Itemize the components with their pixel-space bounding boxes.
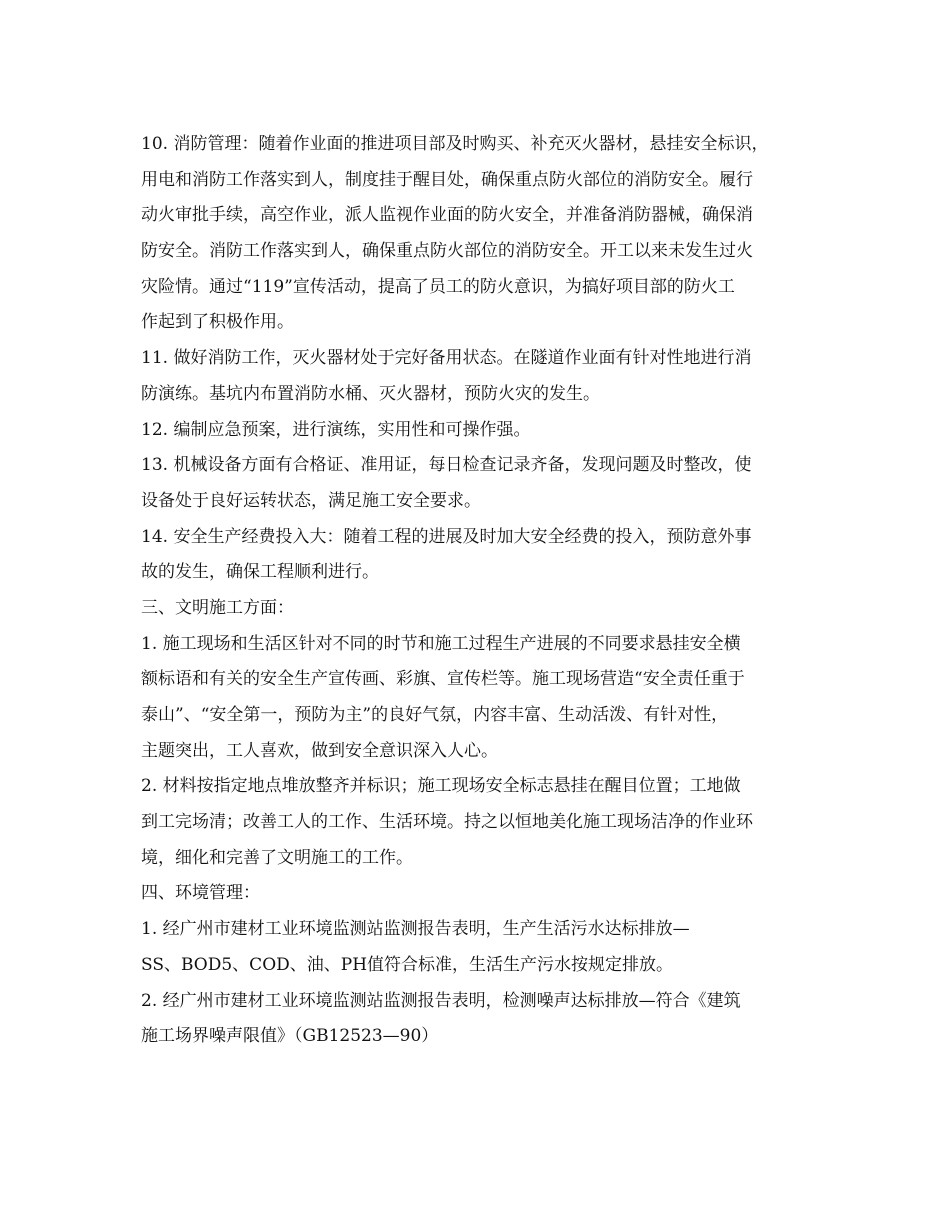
text-line: SS、BOD5、COD、油、PH值符合标准，生活生产污水按规定排放。 — [141, 954, 674, 975]
text-line: 12. 编制应急预案，进行演练，实用性和可操作强。 — [141, 419, 531, 440]
text-line: 13. 机械设备方面有合格证、准用证，每日检查记录齐备，发现问题及时整改，使 — [141, 455, 752, 476]
text-line: 到工完场清；改善工人的工作、生活环境。持之以恒地美化施工现场洁净的作业环 — [141, 812, 753, 833]
text-line: 设备处于良好运转状态，满足施工安全要求。 — [141, 490, 481, 511]
text-line: 14. 安全生产经费投入大：随着工程的进展及时加大安全经费的投入，预防意外事 — [141, 526, 752, 547]
text-line: 2. 经广州市建材工业环境监测站监测报告表明，检测噪声达标排放—符合《建筑 — [141, 990, 741, 1011]
text-line: 故的发生，确保工程顺利进行。 — [141, 562, 379, 583]
text-line: 作起到了积极作用。 — [141, 312, 294, 333]
text-line: 防演练。基坑内布置消防水桶、灭火器材，预防火灾的发生。 — [141, 383, 600, 404]
text-line: 泰山”、“安全第一，预防为主”的良好气氛，内容丰富、生动活泼、有针对性， — [141, 705, 729, 725]
text-line: 动火审批手续，高空作业，派人监视作业面的防火安全，并准备消防器械，确保消 — [141, 205, 753, 226]
text-line: 防安全。消防工作落实到人，确保重点防火部位的消防安全。开工以来未发生过火 — [141, 241, 753, 262]
text-line: 额标语和有关的安全生产宣传画、彩旗、宣传栏等。施工现场营造“安全责任重于 — [141, 669, 745, 690]
text-line: 境，细化和完善了文明施工的工作。 — [141, 847, 413, 868]
text-line: 11. 做好消防工作，灭火器材处于完好备用状态。在隧道作业面有针对性地进行消 — [141, 348, 752, 369]
text-line: 灾险情。通过“119”宣传活动，提高了员工的防火意识，为搞好项目部的防火工 — [141, 276, 735, 297]
section-heading: 四、环境管理： — [141, 883, 260, 904]
text-line: 用电和消防工作落实到人，制度挂于醒目处，确保重点防火部位的消防安全。履行 — [141, 169, 753, 190]
text-line: 10. 消防管理：随着作业面的推进项目部及时购买、补充灭火器材，悬挂安全标识， — [141, 134, 769, 154]
text-line: 施工场界噪声限值》（GB12523—90） — [141, 1026, 439, 1047]
text-line: 1. 施工现场和生活区针对不同的时节和施工过程生产进展的不同要求悬挂安全横 — [141, 633, 741, 654]
text-line: 1. 经广州市建材工业环境监测站监测报告表明，生产生活污水达标排放— — [141, 919, 690, 940]
document-body — [141, 127, 831, 1055]
text-line: 2. 材料按指定地点堆放整齐并标识；施工现场安全标志悬挂在醒目位置；工地做 — [141, 776, 741, 797]
section-heading: 三、文明施工方面： — [141, 597, 294, 618]
text-line: 主题突出，工人喜欢，做到安全意识深入人心。 — [141, 740, 498, 761]
